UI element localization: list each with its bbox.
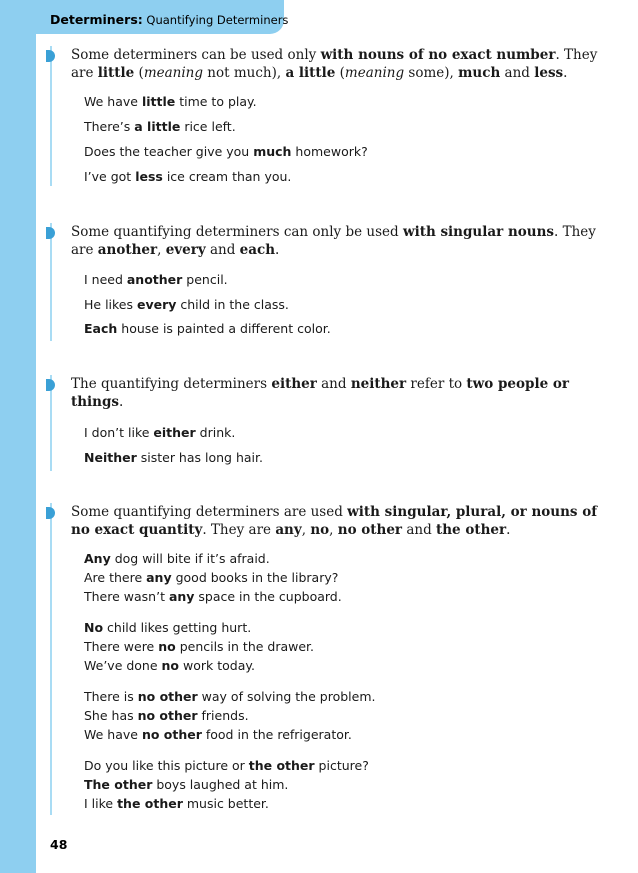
bold-term: with singular nouns <box>402 224 554 240</box>
text-run: I like <box>84 796 118 811</box>
section-intro <box>71 503 601 539</box>
text-run: I don’t like <box>84 425 154 440</box>
example-sentence <box>84 270 228 289</box>
side-band <box>0 0 36 873</box>
page-number: 48 <box>50 837 68 852</box>
bold-term: every <box>165 242 206 258</box>
header-subtitle: Quantifying Determiners <box>146 13 289 27</box>
bold-term: a little <box>285 65 336 81</box>
example-sentence <box>84 637 314 656</box>
text-run: child likes getting hurt. <box>103 620 252 635</box>
text-run: . <box>275 242 280 258</box>
bold-term: less <box>135 169 163 184</box>
example-sentence <box>84 656 255 675</box>
bold-term: a little <box>134 119 181 134</box>
example-sentence <box>84 92 257 111</box>
text-run: child in the class. <box>176 297 289 312</box>
text-run: . They are <box>71 224 596 258</box>
text-run: There were <box>84 639 159 654</box>
text-run: and <box>316 376 351 392</box>
text-run: . <box>119 394 124 410</box>
text-run: music better. <box>182 796 269 811</box>
header <box>50 12 288 27</box>
text-run: I need <box>84 272 127 287</box>
bold-term: Any <box>84 551 111 566</box>
text-run: food in the refrigerator. <box>201 727 352 742</box>
example-sentence <box>84 319 331 338</box>
bold-term: no <box>310 522 330 538</box>
bold-term: every <box>136 297 177 312</box>
example-sentence <box>84 775 288 794</box>
bullet-marker-icon <box>46 379 55 391</box>
text-run: He likes <box>84 297 137 312</box>
text-run: Does the teacher give you <box>84 144 254 159</box>
text-run: Some quantifying determiners are used <box>71 504 348 520</box>
text-run: Some determiners can be used only <box>71 47 321 63</box>
bold-term: no other <box>137 708 198 723</box>
section-bar <box>50 223 52 341</box>
example-sentence <box>84 423 235 442</box>
text-run: Some quantifying determiners can only be used <box>71 224 403 240</box>
bold-term: another <box>97 242 158 258</box>
text-run: friends. <box>197 708 249 723</box>
bullet-marker-icon <box>46 50 55 62</box>
italic-term: meaning <box>344 65 405 81</box>
bold-term: no <box>161 658 180 673</box>
text-run: . <box>563 65 568 81</box>
bold-term: any <box>146 570 172 585</box>
example-sentence <box>84 706 249 725</box>
bullet-marker-icon <box>46 507 55 519</box>
text-run: space in the cupboard. <box>194 589 342 604</box>
text-run: good books in the library? <box>171 570 339 585</box>
bold-term: No <box>84 620 104 635</box>
text-run: There wasn’t <box>84 589 169 604</box>
section-no-exact-number <box>50 46 610 186</box>
example-sentence <box>84 618 251 637</box>
example-sentence <box>84 568 338 587</box>
text-run: some), <box>404 65 459 81</box>
bold-term: no <box>158 639 176 654</box>
bold-term: another <box>126 272 183 287</box>
text-run: and <box>402 522 436 538</box>
text-run: pencil. <box>182 272 228 287</box>
bold-term: the other <box>248 758 315 773</box>
text-run: . They are <box>71 47 598 81</box>
text-run: I’ve got <box>84 169 136 184</box>
text-run: The quantifying determiners <box>71 376 272 392</box>
bold-term: no other <box>141 727 202 742</box>
bold-term: no other <box>337 522 403 538</box>
text-run: picture? <box>314 758 369 773</box>
section-intro <box>71 223 601 259</box>
italic-term: meaning <box>143 65 204 81</box>
example-sentence <box>84 448 263 467</box>
bold-term: the other <box>436 522 507 538</box>
bold-term: the other <box>117 796 183 811</box>
section-two-people-or-things <box>50 375 610 471</box>
text-run: We have <box>84 727 142 742</box>
example-sentence <box>84 587 342 606</box>
example-sentence <box>84 687 375 706</box>
bold-term: Each <box>84 321 118 336</box>
text-run: and <box>205 242 240 258</box>
text-run: dog will bite if it’s afraid. <box>110 551 270 566</box>
bold-term: The other <box>84 777 153 792</box>
text-run: work today. <box>179 658 255 673</box>
text-run: ice cream than you. <box>162 169 292 184</box>
text-run: pencils in the drawer. <box>175 639 315 654</box>
text-run: Do you like this picture or <box>84 758 249 773</box>
bold-term: any <box>168 589 195 604</box>
bold-term: Neither <box>84 450 137 465</box>
bold-term: no other <box>137 689 198 704</box>
section-singular-nouns <box>50 223 610 341</box>
bold-term: neither <box>350 376 407 392</box>
bold-term: with singular, plural, or nouns of no exact quantity <box>71 504 598 538</box>
bold-term: with nouns of no exact number <box>320 47 556 63</box>
section-any-no-other <box>50 503 610 815</box>
example-sentence <box>84 295 289 314</box>
text-run: not much), <box>203 65 286 81</box>
text-run: We have <box>84 94 142 109</box>
bold-term: much <box>458 65 501 81</box>
bold-term: each <box>239 242 276 258</box>
text-run: drink. <box>195 425 236 440</box>
text-run: ( <box>134 65 144 81</box>
text-run: , <box>329 522 338 538</box>
text-run: and <box>500 65 535 81</box>
example-sentence <box>84 725 352 744</box>
text-run: homework? <box>291 144 368 159</box>
bold-term: less <box>534 65 564 81</box>
bold-term: any <box>275 522 302 538</box>
text-run: sister has long hair. <box>136 450 263 465</box>
example-sentence <box>84 549 270 568</box>
text-run: , <box>157 242 166 258</box>
bold-term: either <box>271 376 317 392</box>
text-run: . They are <box>202 522 276 538</box>
bold-term: either <box>153 425 196 440</box>
example-sentence <box>84 142 368 161</box>
text-run: We’ve done <box>84 658 162 673</box>
example-sentence <box>84 167 291 186</box>
section-bar <box>50 503 52 815</box>
text-run: , <box>301 522 311 538</box>
text-run: boys laughed at him. <box>152 777 289 792</box>
example-sentence <box>84 756 369 775</box>
bold-term: little <box>97 65 135 81</box>
section-bar <box>50 46 52 186</box>
bold-term: little <box>141 94 176 109</box>
bold-term: much <box>253 144 292 159</box>
text-run: There’s <box>84 119 135 134</box>
section-intro <box>71 46 601 82</box>
text-run: She has <box>84 708 138 723</box>
bullet-marker-icon <box>46 227 55 239</box>
text-run: time to play. <box>175 94 257 109</box>
text-run: There is <box>84 689 138 704</box>
example-sentence <box>84 794 269 813</box>
text-run: refer to <box>406 376 467 392</box>
text-run: . <box>506 522 511 538</box>
section-intro <box>71 375 601 411</box>
text-run: rice left. <box>180 119 236 134</box>
text-run: ( <box>335 65 345 81</box>
bold-term: two people or things <box>71 376 569 410</box>
text-run: house is painted a different color. <box>117 321 331 336</box>
header-title: Determiners: <box>50 12 143 27</box>
text-run: way of solving the problem. <box>197 689 376 704</box>
example-sentence <box>84 117 236 136</box>
text-run: Are there <box>84 570 147 585</box>
